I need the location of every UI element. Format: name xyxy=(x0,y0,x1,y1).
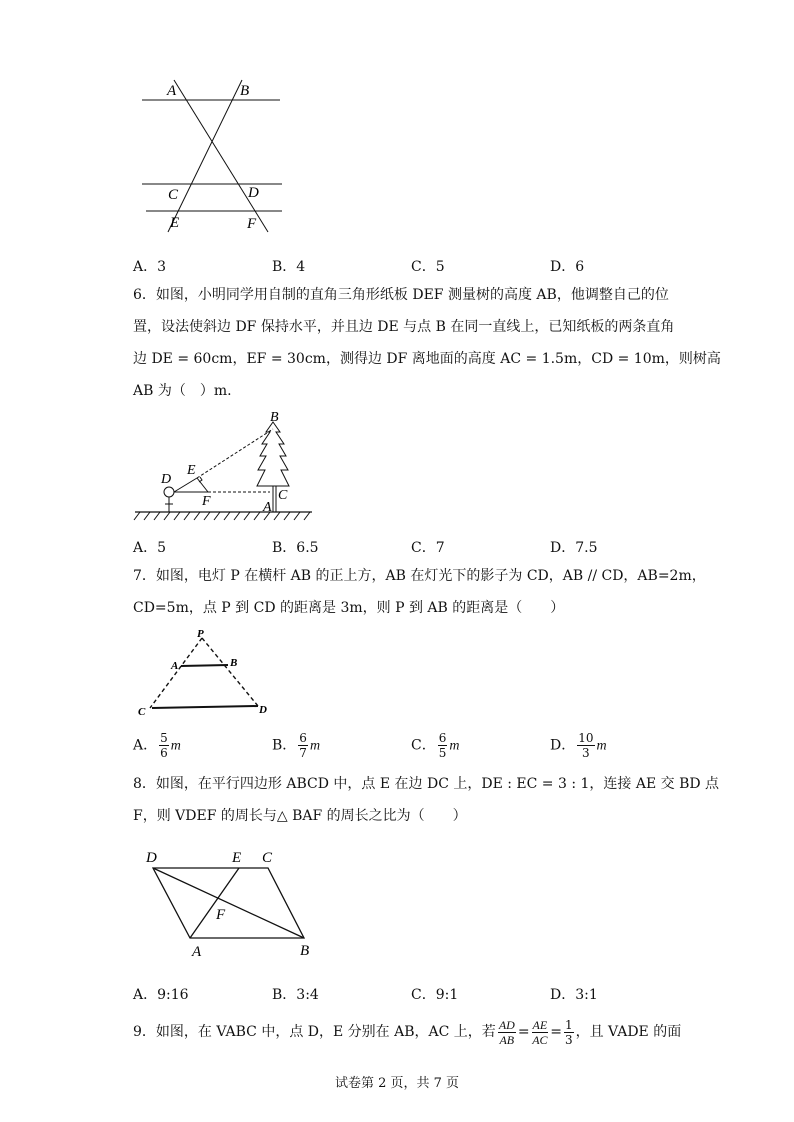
label-e: E xyxy=(187,463,196,478)
rod-ab xyxy=(181,665,228,666)
label-a: A xyxy=(171,660,179,672)
person-head xyxy=(164,487,174,497)
q7-line-2: CD=5m，点 P 到 CD 的距离是 3m，则 P 到 AB 的距离是（ ） xyxy=(133,600,565,616)
label-e: E xyxy=(232,850,242,866)
tree-crown xyxy=(257,422,289,486)
right-angle-mark xyxy=(199,477,202,482)
label-f: F xyxy=(202,494,211,509)
label-b: B xyxy=(240,83,250,99)
q8-line-2: F，则 VDEF 的周长与△ BAF 的周长之比为（ ） xyxy=(133,808,467,824)
label-a: A xyxy=(192,944,202,960)
figure-q8 xyxy=(140,844,330,962)
label-f: F xyxy=(247,216,257,232)
q6-line-3: 边 DE = 60cm，EF = 30cm，测得边 DF 离地面的高度 AC = 1.5m，CD = 10m，则树高 xyxy=(133,351,721,367)
ray-left xyxy=(150,638,202,708)
label-b: B xyxy=(270,410,279,425)
fraction: $\frac{5}{6}$ xyxy=(160,731,168,760)
shadow-cd xyxy=(152,706,258,708)
label-f: F xyxy=(216,907,226,923)
q7-line-1: 7．如图，电灯 P 在横杆 AB 的正上方，AB 在灯光下的影子为 CD，AB // CD，AB=2m， xyxy=(133,568,706,584)
label-b: B xyxy=(230,657,238,669)
q5-option-c: C．5 xyxy=(411,259,445,275)
q6-option-d: D．7.5 xyxy=(550,540,598,556)
q5-option-a: A．3 xyxy=(133,259,167,275)
q9-line-1: 9．如图，在 VABC 中，点 D，E 分别在 AB，AC 上，若 $\frac{AD}{AB}$ = $\frac{AE}{AC}$ = $\frac{1}{3}$ ，且 VADE 的面 xyxy=(133,1017,682,1047)
label-d: D xyxy=(161,472,172,487)
segment-ae xyxy=(190,868,239,938)
figure-q6 xyxy=(130,408,320,523)
fraction: $\frac{6}{5}$ xyxy=(438,731,447,760)
q7-option-c: C． $\frac{6}{5}$ m xyxy=(411,731,460,760)
figure-q5 xyxy=(130,72,290,237)
ground-hatch xyxy=(134,512,310,520)
q5-option-d: D．6 xyxy=(550,259,585,275)
q8-line-1: 8．如图，在平行四边形 ABCD 中，点 E 在边 DC 上，DE : EC = 3 : 1，连接 AE 交 BD 点 xyxy=(133,776,720,792)
label-d: D xyxy=(248,185,259,201)
q5-option-b: B．4 xyxy=(272,259,306,275)
fraction: $\frac{10}{3}$ xyxy=(578,731,594,760)
line-b-e xyxy=(168,80,242,232)
q7-option-d: D． $\frac{10}{3}$ m xyxy=(550,731,607,760)
label-a: A xyxy=(167,83,177,99)
diagonal-bd xyxy=(153,868,304,938)
label-d: D xyxy=(146,850,157,866)
label-c: C xyxy=(262,850,273,866)
q8-option-d: D．3:1 xyxy=(550,987,598,1003)
q6-option-c: C．7 xyxy=(411,540,445,556)
label-p: P xyxy=(197,628,204,640)
ray-right xyxy=(202,638,258,706)
label-c: C xyxy=(168,187,179,203)
fraction-ad-ab: $\frac{AD}{AB}$ xyxy=(498,1017,515,1047)
q7-option-a: A． $\frac{5}{6}$ m xyxy=(133,731,181,760)
q8-option-c: C．9:1 xyxy=(411,987,459,1003)
fraction: $\frac{6}{7}$ xyxy=(299,731,307,760)
label-c: C xyxy=(138,706,146,718)
q6-line-2: 置，设法使斜边 DF 保持水平，并且边 DE 与点 B 在同一直线上，已知纸板的两条直角 xyxy=(133,319,675,335)
page-footer: 试卷第 2 页，共 7 页 xyxy=(334,1076,460,1091)
line-a-f xyxy=(174,80,268,232)
q8-option-a: A．9:16 xyxy=(133,987,189,1003)
label-d: D xyxy=(259,704,267,716)
q6-option-b: B．6.5 xyxy=(272,540,319,556)
label-a: A xyxy=(263,500,272,515)
q6-line-4: AB 为（ ）m. xyxy=(133,383,232,399)
q8-option-b: B．3:4 xyxy=(272,987,319,1003)
figure-q7 xyxy=(130,626,280,721)
q6-line-1: 6．如图，小明同学用自制的直角三角形纸板 DEF 测量树的高度 AB，他调整自己的位 xyxy=(133,287,669,303)
q6-option-a: A．5 xyxy=(133,540,167,556)
leg-de xyxy=(174,478,197,492)
q7-option-b: B． $\frac{6}{7}$ m xyxy=(272,731,321,760)
label-c: C xyxy=(278,488,288,503)
label-b: B xyxy=(300,943,310,959)
fraction-ae-ac: $\frac{AE}{AC}$ xyxy=(532,1017,548,1047)
label-e: E xyxy=(170,215,180,231)
fraction-one-third: $\frac{1}{3}$ xyxy=(564,1017,573,1047)
